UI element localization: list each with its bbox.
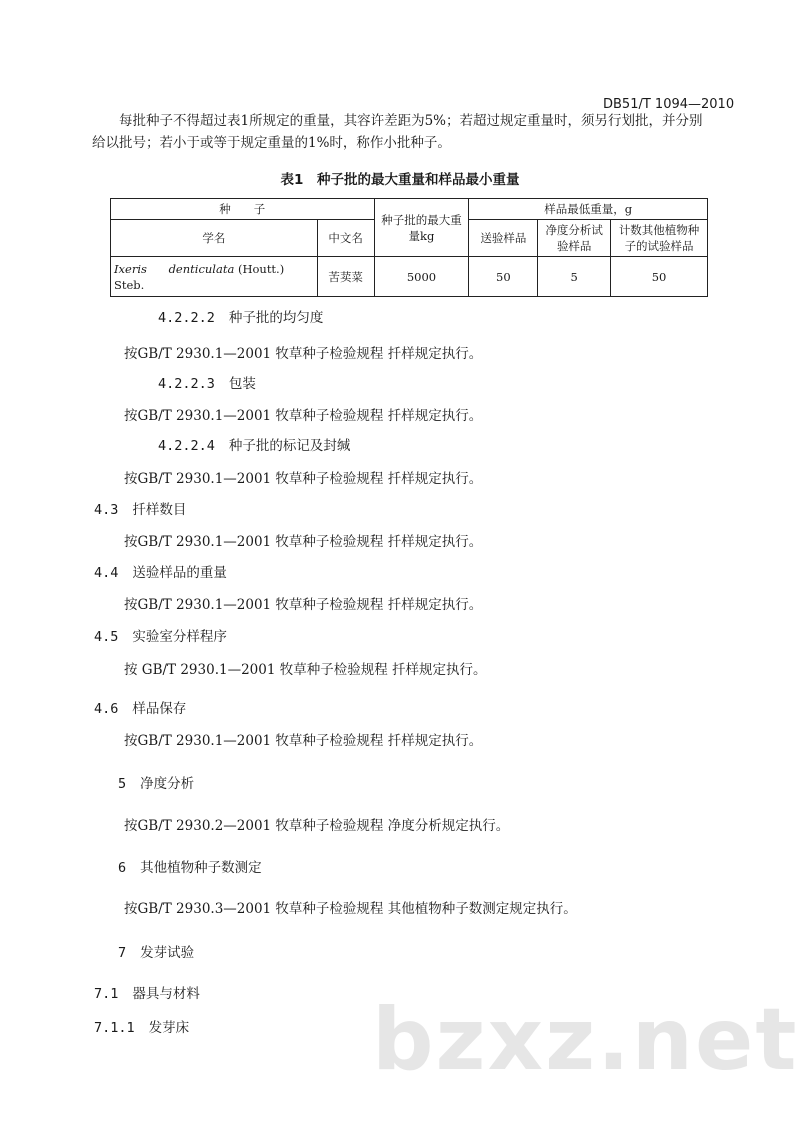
header-purity-sample: 净度分析试验样品: [538, 220, 611, 257]
table-row: [111, 257, 708, 297]
section-body: 按GB/T 2930.1—2001 牧草种子检验规程 扦样规定执行。: [124, 534, 483, 550]
section-title: 包装: [228, 376, 256, 392]
species-italic: Ixeris denticulata: [114, 261, 235, 276]
cell-chinese-name: 苦荬菜: [317, 257, 374, 297]
section-number: 5: [118, 776, 127, 792]
section-body: 按GB/T 2930.1—2001 牧草种子检验规程 扦样规定执行。: [124, 597, 483, 613]
section-number: 7.1: [94, 986, 119, 1002]
header-scientific-name: 学名: [111, 220, 318, 257]
section-heading: [158, 372, 256, 392]
header-other-count-sample: 计数其他植物种子的试验样品: [611, 220, 708, 257]
cell-submitted: 50: [469, 257, 538, 297]
document-code: DB51/T 1094—2010: [603, 97, 735, 112]
section-title: 种子批的均匀度: [228, 310, 324, 326]
section-title: 扦样数目: [132, 502, 187, 518]
cell-purity: 5: [538, 257, 611, 297]
section-number: 4.4: [94, 565, 119, 581]
section-number: 4.2.2.4: [158, 438, 215, 454]
section-body: 按 GB/T 2930.1—2001 牧草种子检验规程 扦样规定执行。: [124, 662, 487, 678]
section-number: 4.2.2.2: [158, 310, 215, 326]
section-body: 按GB/T 2930.1—2001 牧草种子检验规程 扦样规定执行。: [124, 471, 483, 487]
header-min-sample: 样品最低重量，g: [469, 199, 708, 220]
section-title: 实验室分样程序: [132, 629, 227, 645]
watermark: bzxz.net: [372, 990, 799, 1090]
section-body: 按GB/T 2930.2—2001 牧草种子检验规程 净度分析规定执行。: [124, 818, 510, 834]
section-body: 按GB/T 2930.1—2001 牧草种子检验规程 扦样规定执行。: [124, 346, 483, 362]
section-heading: [94, 625, 227, 645]
section-number: 6: [118, 860, 127, 876]
header-seed: 种 子: [111, 199, 375, 220]
section-heading: [118, 856, 262, 876]
table-caption: 表1 种子批的最大重量和样品最小重量: [280, 172, 520, 188]
section-body: 按GB/T 2930.1—2001 牧草种子检验规程 扦样规定执行。: [124, 408, 483, 424]
section-body: 按GB/T 2930.3—2001 牧草种子检验规程 其他植物种子数测定规定执行。: [124, 901, 577, 917]
cell-scientific-name: [111, 257, 318, 297]
header-submitted-sample: 送验样品: [469, 220, 538, 257]
section-body: 按GB/T 2930.1—2001 牧草种子检验规程 扦样规定执行。: [124, 733, 483, 749]
section-heading: [94, 697, 186, 717]
species-author: (Houtt.) Steb.: [114, 261, 285, 292]
section-number: 4.2.2.3: [158, 376, 215, 392]
section-heading: [158, 434, 350, 454]
section-number: 4.6: [94, 701, 119, 717]
section-heading: [94, 498, 186, 518]
section-title: 送验样品的重量: [132, 565, 227, 581]
section-number: 4.5: [94, 629, 119, 645]
section-heading: [94, 1016, 189, 1036]
section-title: 净度分析: [140, 776, 195, 792]
section-heading: [118, 941, 194, 961]
section-number: 4.3: [94, 502, 119, 518]
section-title: 发芽床: [148, 1020, 190, 1036]
cell-other-count: 50: [611, 257, 708, 297]
section-heading: [94, 561, 227, 581]
section-title: 其他植物种子数测定: [140, 860, 262, 876]
section-heading: [158, 306, 323, 326]
section-heading: [118, 772, 194, 792]
seed-lot-table: [110, 198, 708, 297]
section-heading: [94, 982, 200, 1002]
section-title: 种子批的标记及封缄: [228, 438, 351, 454]
intro-paragraph: 每批种子不得超过表1所规定的重量，其容许差距为5%；若超过规定重量时，须另行划批，并分别给以批号；若小于或等于规定重量的1%时，称作小批种子。: [92, 113, 703, 151]
cell-max-weight: 5000: [374, 257, 469, 297]
section-title: 器具与材料: [132, 986, 200, 1002]
section-title: 发芽试验: [140, 945, 195, 961]
section-number: 7: [118, 945, 127, 961]
header-chinese-name: 中文名: [317, 220, 374, 257]
section-number: 7.1.1: [94, 1020, 135, 1036]
section-title: 样品保存: [132, 701, 187, 717]
header-max-weight: 种子批的最大重量kg: [374, 199, 469, 257]
